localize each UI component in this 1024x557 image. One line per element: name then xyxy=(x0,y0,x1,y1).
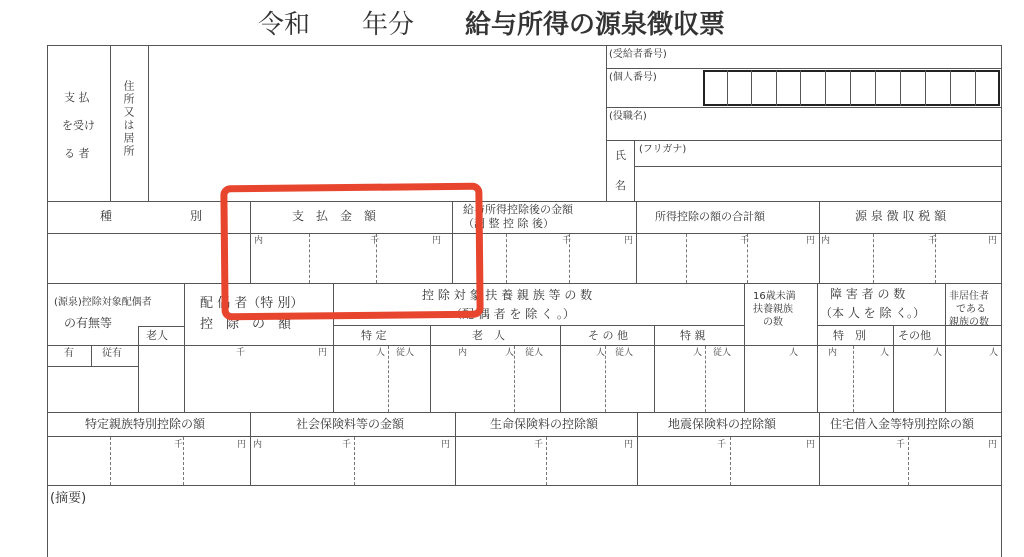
furigana-label: (フリガナ) xyxy=(639,144,687,155)
under16-label-2: 扶養親族 xyxy=(753,304,793,315)
address-label: 住所又は居所 xyxy=(122,80,135,158)
under16-label-3: の数 xyxy=(763,317,783,328)
elderly-inner-unit: 内 xyxy=(458,348,468,358)
other-disabled-label: その他 xyxy=(898,329,931,342)
total-deduction-yen-unit: 円 xyxy=(806,236,816,246)
special-dependent-subordinate-unit: 従人 xyxy=(713,348,732,358)
special-disabled-label: 特 別 xyxy=(833,329,866,342)
recipient-number-label: (受給者番号) xyxy=(609,49,667,60)
other-dependents-label: そ の 他 xyxy=(588,329,628,342)
era-label: 令和 xyxy=(258,10,311,40)
dependents-count-label: 控 除 対 象 扶 養 親 族 等 の 数 xyxy=(422,288,593,302)
nonresident-person-unit: 人 xyxy=(989,348,999,358)
spouse-status-label: の有無等 xyxy=(64,316,113,330)
highlight-annotation xyxy=(220,183,483,321)
payment-yen-unit: 円 xyxy=(432,236,442,246)
elderly-person-unit: 人 xyxy=(505,348,515,358)
nonresident-label-1: 非居住者 xyxy=(949,291,989,302)
payee-label-2: を受け xyxy=(62,119,95,132)
special-dependent-person-unit: 人 xyxy=(693,348,703,358)
spouse-yen-unit: 円 xyxy=(318,348,328,358)
special-dependent-label: 特 親 xyxy=(680,329,706,342)
dependents-exclusion-label: （配 偶 者 を 除 く 。） xyxy=(450,307,575,321)
after-deduction-thousand-unit: 千 xyxy=(562,236,572,246)
nonresident-label-2: である xyxy=(956,304,986,315)
payment-thousand-unit: 千 xyxy=(370,236,380,246)
remarks-label: (摘要) xyxy=(50,491,87,506)
social-insurance-inner-unit: 内 xyxy=(253,440,263,450)
total-deduction-thousand-unit: 千 xyxy=(740,236,750,246)
other-disabled-person-unit: 人 xyxy=(933,348,943,358)
personal-number-box[interactable] xyxy=(703,70,1000,106)
special-disabled-person-unit: 人 xyxy=(880,348,890,358)
elderly-subordinate-unit: 従人 xyxy=(525,348,544,358)
after-deduction-label: 給与所得控除後の金額 xyxy=(463,203,573,216)
name-label-1: 氏 xyxy=(615,149,626,162)
after-deduction-yen-unit: 円 xyxy=(624,236,634,246)
exists-label: 有 xyxy=(64,348,74,359)
specific-subordinate-unit: 従人 xyxy=(396,348,415,358)
payee-label-1: 支 払 xyxy=(64,91,90,104)
specific-relatives-deduction-label: 特定親族特別控除の額 xyxy=(85,417,206,431)
earthquake-yen-unit: 円 xyxy=(806,440,816,450)
payee-label-3: る 者 xyxy=(64,147,90,160)
housing-loan-thousand-unit: 千 xyxy=(896,440,906,450)
position-label: (役職名) xyxy=(609,111,647,122)
spouse-special-label: 配 偶 者（特 別） xyxy=(200,296,304,311)
payment-inner-unit: 内 xyxy=(254,236,264,246)
disabled-count-label: 障 害 者 の 数 xyxy=(830,287,906,301)
life-insurance-yen-unit: 円 xyxy=(624,440,634,450)
page-title: 給与所得の源泉徴収票 xyxy=(465,10,726,40)
disabled-exclusion-label: （本 人 を 除 く。） xyxy=(820,306,926,320)
specific-relatives-yen-unit: 円 xyxy=(237,440,247,450)
withholding-tax-label: 源 泉 徴 収 税 額 xyxy=(855,209,947,223)
payment-amount-label: 支 払 金 額 xyxy=(292,209,377,223)
remarks-field[interactable] xyxy=(48,486,1001,557)
type-label: 種 xyxy=(100,209,113,223)
after-deduction-sub-label: （調 整 控 除 後） xyxy=(463,217,554,230)
under16-label-1: 16歳未満 xyxy=(753,291,796,302)
under16-person-unit: 人 xyxy=(789,348,799,358)
life-insurance-label: 生命保険料の控除額 xyxy=(490,417,599,431)
disabled-inner-unit: 内 xyxy=(828,348,838,358)
specific-label: 特 定 xyxy=(361,329,387,342)
elderly-label: 老人 xyxy=(146,329,168,342)
other-person-unit: 人 xyxy=(596,348,606,358)
nonresident-label-3: 親族の数 xyxy=(949,317,989,328)
tax-yen-unit: 円 xyxy=(988,236,998,246)
year-label: 年分 xyxy=(362,10,415,40)
elderly-dependents-label: 老 人 xyxy=(472,329,505,342)
social-insurance-label: 社会保険料等の金額 xyxy=(296,417,405,431)
tax-inner-unit: 内 xyxy=(821,236,831,246)
earthquake-insurance-label: 地震保険料の控除額 xyxy=(668,417,777,431)
earthquake-thousand-unit: 千 xyxy=(717,440,727,450)
type-label-2: 別 xyxy=(190,209,203,223)
housing-loan-deduction-label: 住宅借入金等特別控除の額 xyxy=(830,417,975,431)
total-deduction-label: 所得控除の額の合計額 xyxy=(655,210,765,223)
name-label-2: 名 xyxy=(615,179,626,192)
social-insurance-thousand-unit: 千 xyxy=(342,440,352,450)
specific-person-unit: 人 xyxy=(376,348,386,358)
life-insurance-thousand-unit: 千 xyxy=(534,440,544,450)
other-subordinate-unit: 従人 xyxy=(615,348,634,358)
personal-number-label: (個人番号) xyxy=(609,72,657,83)
spouse-thousand-unit: 千 xyxy=(236,348,246,358)
social-insurance-yen-unit: 円 xyxy=(441,440,451,450)
spouse-special-amount-label: 控 除 の 額 xyxy=(200,317,292,332)
subordinate-exists-label: 従有 xyxy=(102,348,122,359)
tax-thousand-unit: 千 xyxy=(928,236,938,246)
specific-relatives-thousand-unit: 千 xyxy=(174,440,184,450)
spouse-label: (源泉)控除対象配偶者 xyxy=(54,297,152,308)
housing-loan-yen-unit: 円 xyxy=(988,440,998,450)
